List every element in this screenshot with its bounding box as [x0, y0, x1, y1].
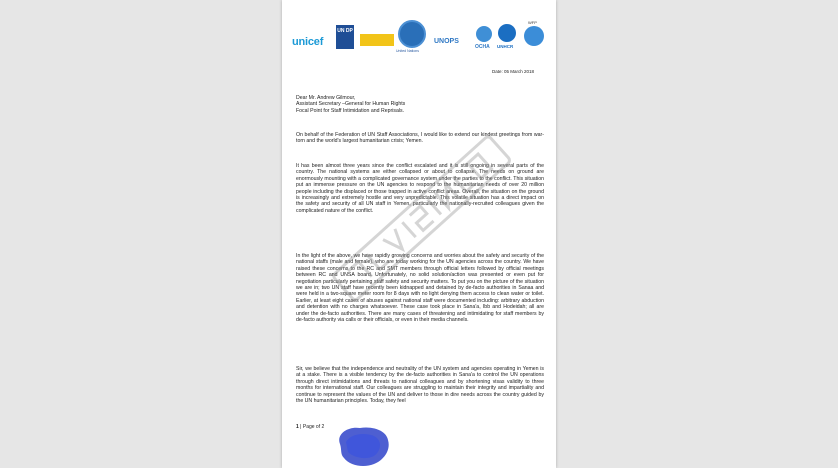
undp-logo: UN DP [336, 25, 354, 49]
recipient-title: Assistant Secretary –General for Human Rights [296, 101, 406, 108]
background-right [556, 0, 838, 468]
page-number-value: 1 [296, 424, 299, 430]
salutation-block [296, 95, 544, 114]
paragraph-greeting: On behalf of the Federation of UN Staff Associations, I would like to extend our kindest greetings from war-torn and the world's largest humanitarian crisis; Yemen. [296, 132, 544, 145]
paragraph-concerns: In the light of the above, we have rapidly growing concerns and worries about the safety and security of the national staffs (male and female), who are today working for the UN agencies across the country. We have raised these concerns to the RC and SMT members through official letters followed by official meetings between RC and UNSA board. Unfortunately, no solid solution/action was presented or even put for negotiation particularly pertaining staff safety and security matters. To put you on the picture of the situation we are in; two UN staff have recently been kidnapped and detained by de-facto authorities in Sanaa and were held in a two-square meter room for 8 days with no light denying them access to clean water or toilet. Earlier, at least eight cases of abuses against national staff were documented including: arbitrary abduction and detention with no charges whatsoever. These case took place in Sana'a, Ibb and Hodeidah; all are under the de-facto authorities. There are many cases of threatening and intimidating for staff members by de-facto authority via calls or their officials, or even in their media channels. [296, 253, 544, 324]
letter-page [282, 0, 556, 468]
page-number: 1 | Page of 2 [296, 424, 325, 430]
un-caption: United Nations [396, 49, 419, 53]
unops-logo: UNOPS [434, 38, 459, 45]
unicef-logo: unicef [292, 36, 324, 48]
letter-date: Date: 05 March 2018 [492, 69, 535, 74]
ocha-emblem-icon [476, 26, 492, 42]
un-emblem-icon [398, 20, 426, 48]
ocha-logo: OCHA [475, 44, 490, 50]
yellow-agency-logo [360, 34, 394, 46]
unhcr-emblem-icon [498, 24, 516, 42]
wfp-emblem-icon [524, 26, 544, 46]
page-number-label: Page of 2 [302, 424, 325, 430]
unhcr-logo: UNHCR [497, 44, 514, 49]
recipient-role: Focal Point for Staff Intimidation and Reprisals. [296, 107, 405, 114]
background-left [0, 0, 282, 468]
salutation: Dear Mr. Andrew Gilmour, [296, 95, 356, 101]
logo-strip [292, 20, 550, 54]
ink-signature-blot [334, 424, 392, 468]
paragraph-independence: Sir, we believe that the independence and neutrality of the UN system and agencies operating in Yemen is at a stake. There is a visible tendency by the de-facto authorities in Sana'a to control the UN operations through direct intimidations and threats to national colleagues and by shortening visas validity to three months for international staff. Our colleagues are struggling to maintain their integrity and impartiality and continue to represent the values of the UN and deliver to those in dire needs across the country guided by the UN humanitarian principles. Today, they feel [296, 366, 544, 405]
wfp-logo: WFP [528, 20, 537, 25]
paragraph-situation: It has been almost three years since the conflict escalated and it is still ongoing in several parts of the country. The national systems are either collapsed or about to collapse. The needs on ground are enormously mounting with a complicated governance system under the parties to the conflict. This situation put an immense pressure on the UN agencies to respond to the humanitarian needs of over 20 million people including the displaced or those trapped in active conflict areas. Overall, the situation on the ground is increasingly and extremely hostile and very unpredictable. This volatile situation has a direct impact on the safety and security of all UN staff in Yemen, particularly the nationally-recruited colleagues given the complicated nature of the conflict. [296, 163, 544, 214]
